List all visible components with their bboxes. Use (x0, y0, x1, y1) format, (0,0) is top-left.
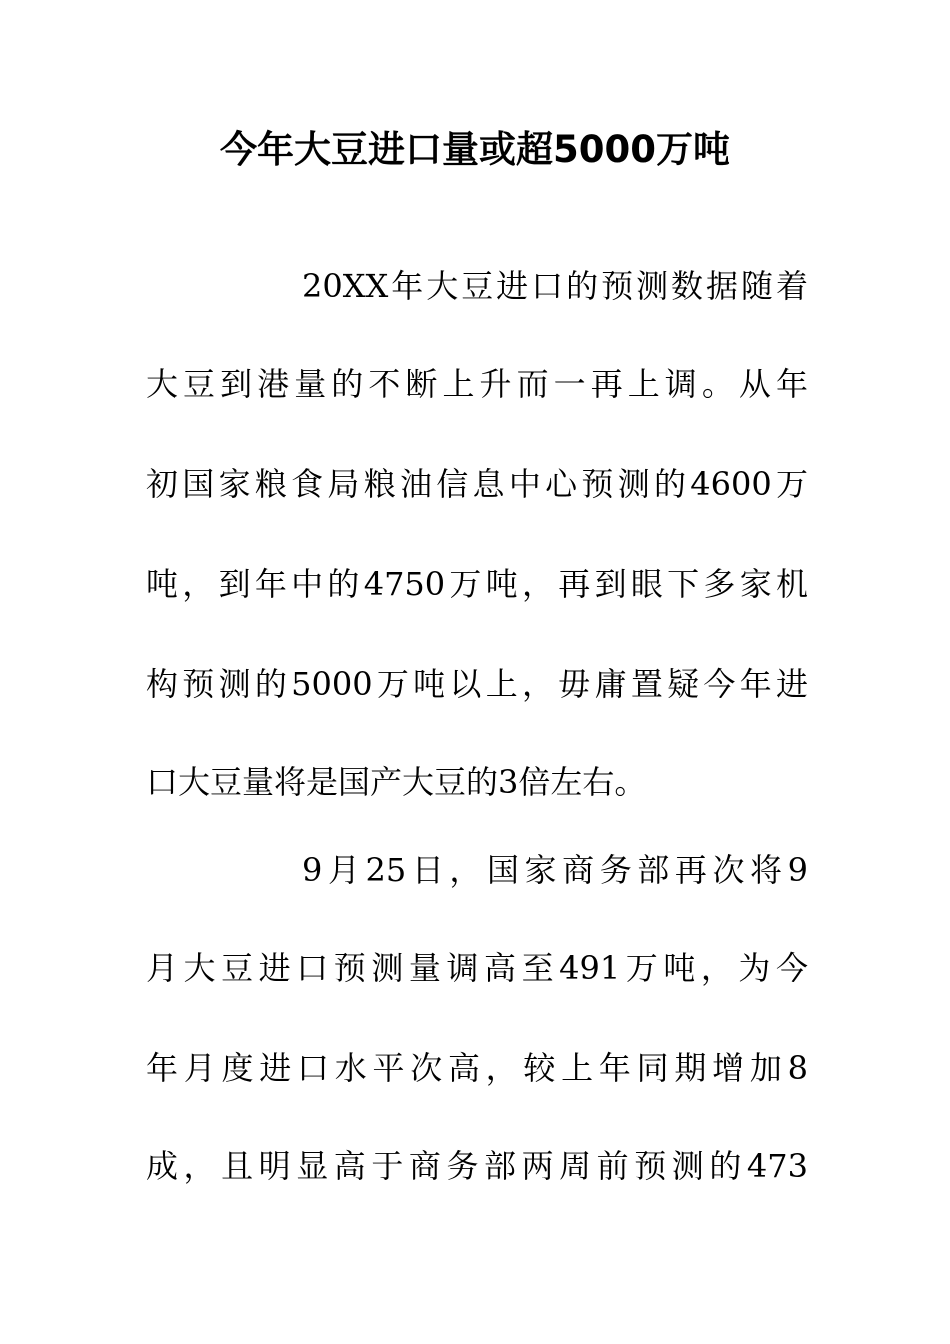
paragraph-1-line-6: 口大豆量将是国产大豆的3倍左右。 (146, 763, 647, 801)
paragraph-1-line-3: 初国家粮食局粮油信息中心预测的4600万 (146, 465, 808, 503)
paragraph-2-line-2: 月大豆进口预测量调高至491万吨，为今 (146, 949, 808, 987)
paragraph-1-line-2: 大豆到港量的不断上升而一再上调。从年 (146, 365, 808, 403)
paragraph-1-line-5: 构预测的5000万吨以上，毋庸置疑今年进 (146, 665, 808, 703)
paragraph-2-line-3: 年月度进口水平次高，较上年同期增加8 (146, 1049, 808, 1087)
paragraph-1-line-1: 20XX年大豆进口的预测数据随着 (302, 267, 808, 305)
paragraph-1-line-4: 吨，到年中的4750万吨，再到眼下多家机 (146, 565, 808, 603)
paragraph-2-line-1: 9月25日，国家商务部再次将9 (302, 851, 808, 889)
document-title: 今年大豆进口量或超5000万吨 (220, 128, 730, 171)
paragraph-2-line-4: 成，且明显高于商务部两周前预测的473 (146, 1147, 808, 1185)
